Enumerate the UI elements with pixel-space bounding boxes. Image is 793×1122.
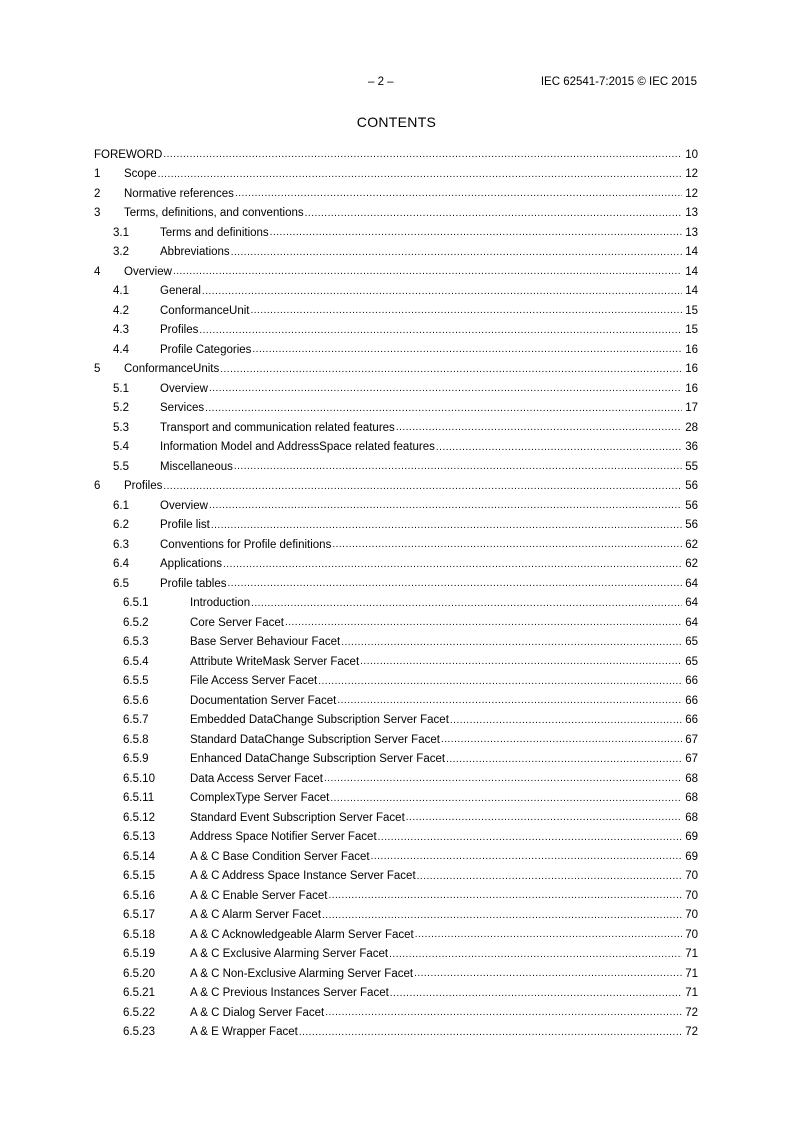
toc-entry-title: Scope — [124, 168, 157, 181]
toc-entry-page: 64 — [685, 616, 698, 629]
toc-entry-page: 70 — [685, 870, 698, 883]
toc-entry-title: A & C Address Space Instance Server Facet — [190, 870, 416, 883]
toc-entry-page: 68 — [685, 811, 698, 824]
toc-entry[interactable] — [94, 204, 698, 224]
toc-entry[interactable] — [94, 379, 698, 399]
dot-leader — [209, 500, 682, 511]
toc-entry-number: 6.5.10 — [123, 772, 155, 785]
toc-entry[interactable] — [94, 496, 698, 516]
toc-entry-number: 6.5.4 — [123, 655, 149, 668]
dot-leader — [324, 773, 682, 784]
page-header — [0, 76, 793, 92]
toc-entry-number: 6.2 — [113, 519, 129, 532]
toc-entry-page: 71 — [685, 967, 698, 980]
toc-entry[interactable] — [94, 262, 698, 282]
toc-entry[interactable] — [94, 340, 698, 360]
toc-entry-title: Services — [160, 402, 205, 415]
dot-leader — [205, 403, 682, 414]
toc-entry[interactable] — [94, 750, 698, 770]
toc-entry-page: 12 — [685, 168, 698, 181]
toc-entry-title: ConformanceUnits — [124, 363, 220, 376]
dot-leader — [173, 266, 682, 277]
toc-entry-title: Documentation Server Facet — [190, 694, 337, 707]
toc-entry[interactable] — [94, 711, 698, 731]
toc-entry[interactable] — [94, 1023, 698, 1043]
toc-entry-page: 62 — [685, 558, 698, 571]
dot-leader — [163, 149, 682, 160]
toc-entry[interactable] — [94, 516, 698, 536]
toc-entry-page: 68 — [685, 772, 698, 785]
toc-entry-number: 4.2 — [113, 304, 129, 317]
toc-entry-page: 64 — [685, 597, 698, 610]
page-number: – 2 – — [368, 76, 394, 88]
dot-leader — [220, 364, 682, 375]
toc-entry[interactable] — [94, 1003, 698, 1023]
dot-leader — [285, 617, 682, 628]
toc-entry-title: A & C Exclusive Alarming Server Facet — [190, 948, 389, 961]
dot-leader — [330, 793, 682, 804]
toc-entry-page: 69 — [685, 831, 698, 844]
toc-entry[interactable] — [94, 828, 698, 848]
toc-entry[interactable] — [94, 360, 698, 380]
toc-entry[interactable] — [94, 789, 698, 809]
toc-entry-title: Profile list — [160, 519, 210, 532]
dot-leader — [199, 325, 682, 336]
dot-leader — [158, 169, 682, 180]
toc-entry-page: 66 — [685, 675, 698, 688]
toc-entry[interactable] — [94, 867, 698, 887]
toc-entry-number: 6.5.19 — [123, 948, 155, 961]
dot-leader — [251, 598, 682, 609]
toc-entry-page: 67 — [685, 733, 698, 746]
toc-entry-page: 17 — [685, 402, 698, 415]
toc-entry-number: 3.2 — [113, 246, 129, 259]
toc-entry-title: A & C Enable Server Facet — [190, 889, 328, 902]
toc-entry[interactable] — [94, 613, 698, 633]
toc-entry[interactable] — [94, 477, 698, 497]
toc-entry-title: General — [160, 285, 201, 298]
toc-entry-number: 1 — [94, 168, 101, 181]
toc-entry[interactable] — [94, 652, 698, 672]
toc-entry-page: 12 — [685, 187, 698, 200]
toc-entry-title: Core Server Facet — [190, 616, 284, 629]
toc-entry[interactable] — [94, 301, 698, 321]
dot-leader — [328, 890, 682, 901]
toc-entry-title: Enhanced DataChange Subscription Server Facet — [190, 753, 446, 766]
toc-entry-page: 66 — [685, 714, 698, 727]
toc-entry-number: 6.5.14 — [123, 850, 155, 863]
document-reference: IEC 62541-7:2015 © IEC 2015 — [540, 76, 697, 88]
toc-entry-title: A & C Dialog Server Facet — [190, 1006, 325, 1019]
toc-entry[interactable] — [94, 438, 698, 458]
toc-entry-title: Embedded DataChange Subscription Server Facet — [190, 714, 449, 727]
toc-entry-number: 6.5.8 — [123, 733, 149, 746]
toc-entry-page: 14 — [685, 265, 698, 278]
toc-entry-title: A & C Acknowledgeable Alarm Server Facet — [190, 928, 414, 941]
toc-entry[interactable] — [94, 886, 698, 906]
toc-entry-number: 3.1 — [113, 226, 129, 239]
toc-entry[interactable] — [94, 906, 698, 926]
toc-entry-number: 6.3 — [113, 538, 129, 551]
toc-entry-number: 2 — [94, 187, 101, 200]
toc-entry-number: 5.1 — [113, 382, 129, 395]
toc-entry-title: Overview — [160, 499, 208, 512]
toc-entry-page: 71 — [685, 987, 698, 1000]
toc-entry[interactable] — [94, 808, 698, 828]
toc-entry-page: 16 — [685, 343, 698, 356]
toc-entry-number: 6.1 — [113, 499, 129, 512]
toc-entry-title: Overview — [124, 265, 172, 278]
toc-entry[interactable] — [94, 945, 698, 965]
toc-entry-title: Abbreviations — [160, 246, 230, 259]
toc-entry-title: Base Server Behaviour Facet — [190, 636, 341, 649]
toc-entry-page: 72 — [685, 1006, 698, 1019]
toc-entry-title: Normative references — [124, 187, 234, 200]
toc-entry-page: 13 — [685, 207, 698, 220]
toc-entry-page: 72 — [685, 1026, 698, 1039]
toc-entry[interactable] — [94, 633, 698, 653]
toc-entry-page: 14 — [685, 246, 698, 259]
toc-entry-page: 16 — [685, 382, 698, 395]
toc-entry[interactable] — [94, 399, 698, 419]
toc-entry-number: 6.5.21 — [123, 987, 155, 1000]
toc-entry-page: 70 — [685, 909, 698, 922]
dot-leader — [299, 1027, 682, 1038]
toc-entry[interactable] — [94, 769, 698, 789]
toc-entry-title: ConformanceUnit — [160, 304, 250, 317]
toc-entry-number: 6.5.23 — [123, 1026, 155, 1039]
toc-entry-number: 6.5.20 — [123, 967, 155, 980]
dot-leader — [250, 305, 682, 316]
toc-entry-page: 67 — [685, 753, 698, 766]
toc-entry-page: 70 — [685, 928, 698, 941]
dot-leader — [252, 344, 682, 355]
toc-entry-title: Data Access Server Facet — [190, 772, 323, 785]
toc-title: CONTENTS — [356, 114, 437, 130]
toc-entry-page: 14 — [685, 285, 698, 298]
toc-entry-page: 13 — [685, 226, 698, 239]
toc-entry-page: 56 — [685, 480, 698, 493]
dot-leader — [389, 949, 682, 960]
toc-entry-number: 5 — [94, 363, 101, 376]
dot-leader — [235, 188, 682, 199]
toc-entry-page: 66 — [685, 694, 698, 707]
dot-leader — [415, 929, 682, 940]
dot-leader — [396, 422, 682, 433]
toc-entry-title: Miscellaneous — [160, 460, 233, 473]
toc-entry-page: 15 — [685, 324, 698, 337]
dot-leader — [234, 461, 682, 472]
toc-entry-page: 56 — [685, 519, 698, 532]
toc-entry[interactable] — [94, 535, 698, 555]
toc-entry-number: 6.5.17 — [123, 909, 155, 922]
toc-entry-title: A & C Base Condition Server Facet — [190, 850, 370, 863]
toc-entry-title: Attribute WriteMask Server Facet — [190, 655, 360, 668]
toc-entry-title: A & C Non-Exclusive Alarming Server Facet — [190, 967, 414, 980]
toc-entry[interactable] — [94, 321, 698, 341]
toc-entry-number: 6.5.16 — [123, 889, 155, 902]
toc-entry-page: 10 — [685, 148, 698, 161]
dot-leader — [337, 695, 682, 706]
toc-entry-page: 36 — [685, 441, 698, 454]
toc-entry[interactable] — [94, 594, 698, 614]
dot-leader — [322, 910, 682, 921]
toc-entry-number: 4.1 — [113, 285, 129, 298]
dot-leader — [446, 754, 682, 765]
toc-entry[interactable] — [94, 574, 698, 594]
toc-entry-number: 6.5.22 — [123, 1006, 155, 1019]
toc-entry-title: File Access Server Facet — [190, 675, 318, 688]
dot-leader — [371, 851, 682, 862]
toc-entry[interactable] — [94, 165, 698, 185]
toc-entry-number: 5.3 — [113, 421, 129, 434]
toc-entry-page: 16 — [685, 363, 698, 376]
toc-entry-title: Terms and definitions — [160, 226, 269, 239]
toc-entry-number: 6.5.18 — [123, 928, 155, 941]
toc-entry[interactable] — [94, 555, 698, 575]
toc-entry-title: A & E Wrapper Facet — [190, 1026, 298, 1039]
toc-entry[interactable] — [94, 984, 698, 1004]
toc-entry-title: Information Model and AddressSpace related features — [160, 441, 435, 454]
toc-entry-title: A & C Alarm Server Facet — [190, 909, 322, 922]
toc-entry-page: 70 — [685, 889, 698, 902]
toc-entry-number: 4.3 — [113, 324, 129, 337]
toc-entry-number: 6.5.9 — [123, 753, 149, 766]
toc-entry-page: 71 — [685, 948, 698, 961]
dot-leader — [450, 715, 682, 726]
toc-entry[interactable] — [94, 418, 698, 438]
toc-entry-number: 3 — [94, 207, 101, 220]
toc-entry-number: 6.5.3 — [123, 636, 149, 649]
toc-entry-page: 68 — [685, 792, 698, 805]
toc-entry-number: 6.5.5 — [123, 675, 149, 688]
toc-entry-number: 6.5 — [113, 577, 129, 590]
dot-leader — [305, 208, 682, 219]
toc-entry-page: 69 — [685, 850, 698, 863]
toc-entry-number: 5.4 — [113, 441, 129, 454]
dot-leader — [209, 383, 682, 394]
toc-entry-title: Transport and communication related features — [160, 421, 395, 434]
toc-entry-number: 6.5.6 — [123, 694, 149, 707]
toc-entry-page: 62 — [685, 538, 698, 551]
toc-entry-title: A & C Previous Instances Server Facet — [190, 987, 389, 1000]
dot-leader — [378, 832, 682, 843]
toc-entry-number: 6.5.12 — [123, 811, 155, 824]
toc-entry-title: Profiles — [160, 324, 199, 337]
toc-entry-title: Introduction — [190, 597, 251, 610]
toc-entry[interactable] — [94, 457, 698, 477]
dot-leader — [390, 988, 682, 999]
toc-entry-page: 15 — [685, 304, 698, 317]
toc-entry-page: 28 — [685, 421, 698, 434]
toc-entry-title: Profile tables — [160, 577, 227, 590]
dot-leader — [436, 442, 682, 453]
toc-entry-title: FOREWORD — [94, 148, 163, 161]
toc-entry-title: Profiles — [124, 480, 163, 493]
toc-entry-title: Address Space Notifier Server Facet — [190, 831, 377, 844]
toc-entry-title: Conventions for Profile definitions — [160, 538, 332, 551]
toc-entry[interactable] — [94, 243, 698, 263]
dot-leader — [202, 286, 682, 297]
toc-entry-page: 65 — [685, 655, 698, 668]
toc-entry-page: 55 — [685, 460, 698, 473]
toc-entry-number: 4.4 — [113, 343, 129, 356]
toc-entry-title: Terms, definitions, and conventions — [124, 207, 304, 220]
dot-leader — [414, 968, 682, 979]
toc-entry[interactable] — [94, 184, 698, 204]
toc-entry-number: 6.5.13 — [123, 831, 155, 844]
toc-entry[interactable] — [94, 672, 698, 692]
dot-leader — [325, 1007, 682, 1018]
toc-entry-number: 6.5.7 — [123, 714, 149, 727]
dot-leader — [417, 871, 682, 882]
toc-entry-page: 64 — [685, 577, 698, 590]
toc-entry-title: Standard Event Subscription Server Facet — [190, 811, 405, 824]
toc-entry-number: 5.5 — [113, 460, 129, 473]
toc-entry-number: 4 — [94, 265, 101, 278]
toc-entry-number: 6.5.1 — [123, 597, 149, 610]
toc-entry-number: 6.5.15 — [123, 870, 155, 883]
toc-entry-page: 56 — [685, 499, 698, 512]
dot-leader — [441, 734, 682, 745]
dot-leader — [406, 812, 682, 823]
toc-entry-page: 65 — [685, 636, 698, 649]
toc-entry[interactable] — [94, 145, 698, 165]
dot-leader — [223, 559, 682, 570]
toc-entry-title: ComplexType Server Facet — [190, 792, 330, 805]
dot-leader — [163, 481, 682, 492]
dot-leader — [270, 227, 682, 238]
toc-entry-number: 6.5.2 — [123, 616, 149, 629]
toc-entry[interactable] — [94, 730, 698, 750]
toc-entry-title: Standard DataChange Subscription Server Facet — [190, 733, 440, 746]
toc-entry-number: 5.2 — [113, 402, 129, 415]
toc-entry-title: Applications — [160, 558, 223, 571]
toc-entry[interactable] — [94, 223, 698, 243]
toc-entry-number: 6.5.11 — [123, 792, 155, 805]
toc-entry[interactable] — [94, 847, 698, 867]
dot-leader — [211, 520, 682, 531]
toc-entry-title: Overview — [160, 382, 208, 395]
table-of-contents — [94, 145, 698, 1042]
toc-entry-title: Profile Categories — [160, 343, 252, 356]
toc-entry[interactable] — [94, 964, 698, 984]
toc-entry[interactable] — [94, 282, 698, 302]
dot-leader — [341, 637, 682, 648]
dot-leader — [318, 676, 682, 687]
toc-entry[interactable] — [94, 691, 698, 711]
dot-leader — [360, 656, 682, 667]
toc-entry-number: 6 — [94, 480, 101, 493]
toc-entry[interactable] — [94, 925, 698, 945]
toc-entry-number: 6.4 — [113, 558, 129, 571]
dot-leader — [332, 539, 682, 550]
dot-leader — [231, 247, 682, 258]
dot-leader — [227, 578, 682, 589]
